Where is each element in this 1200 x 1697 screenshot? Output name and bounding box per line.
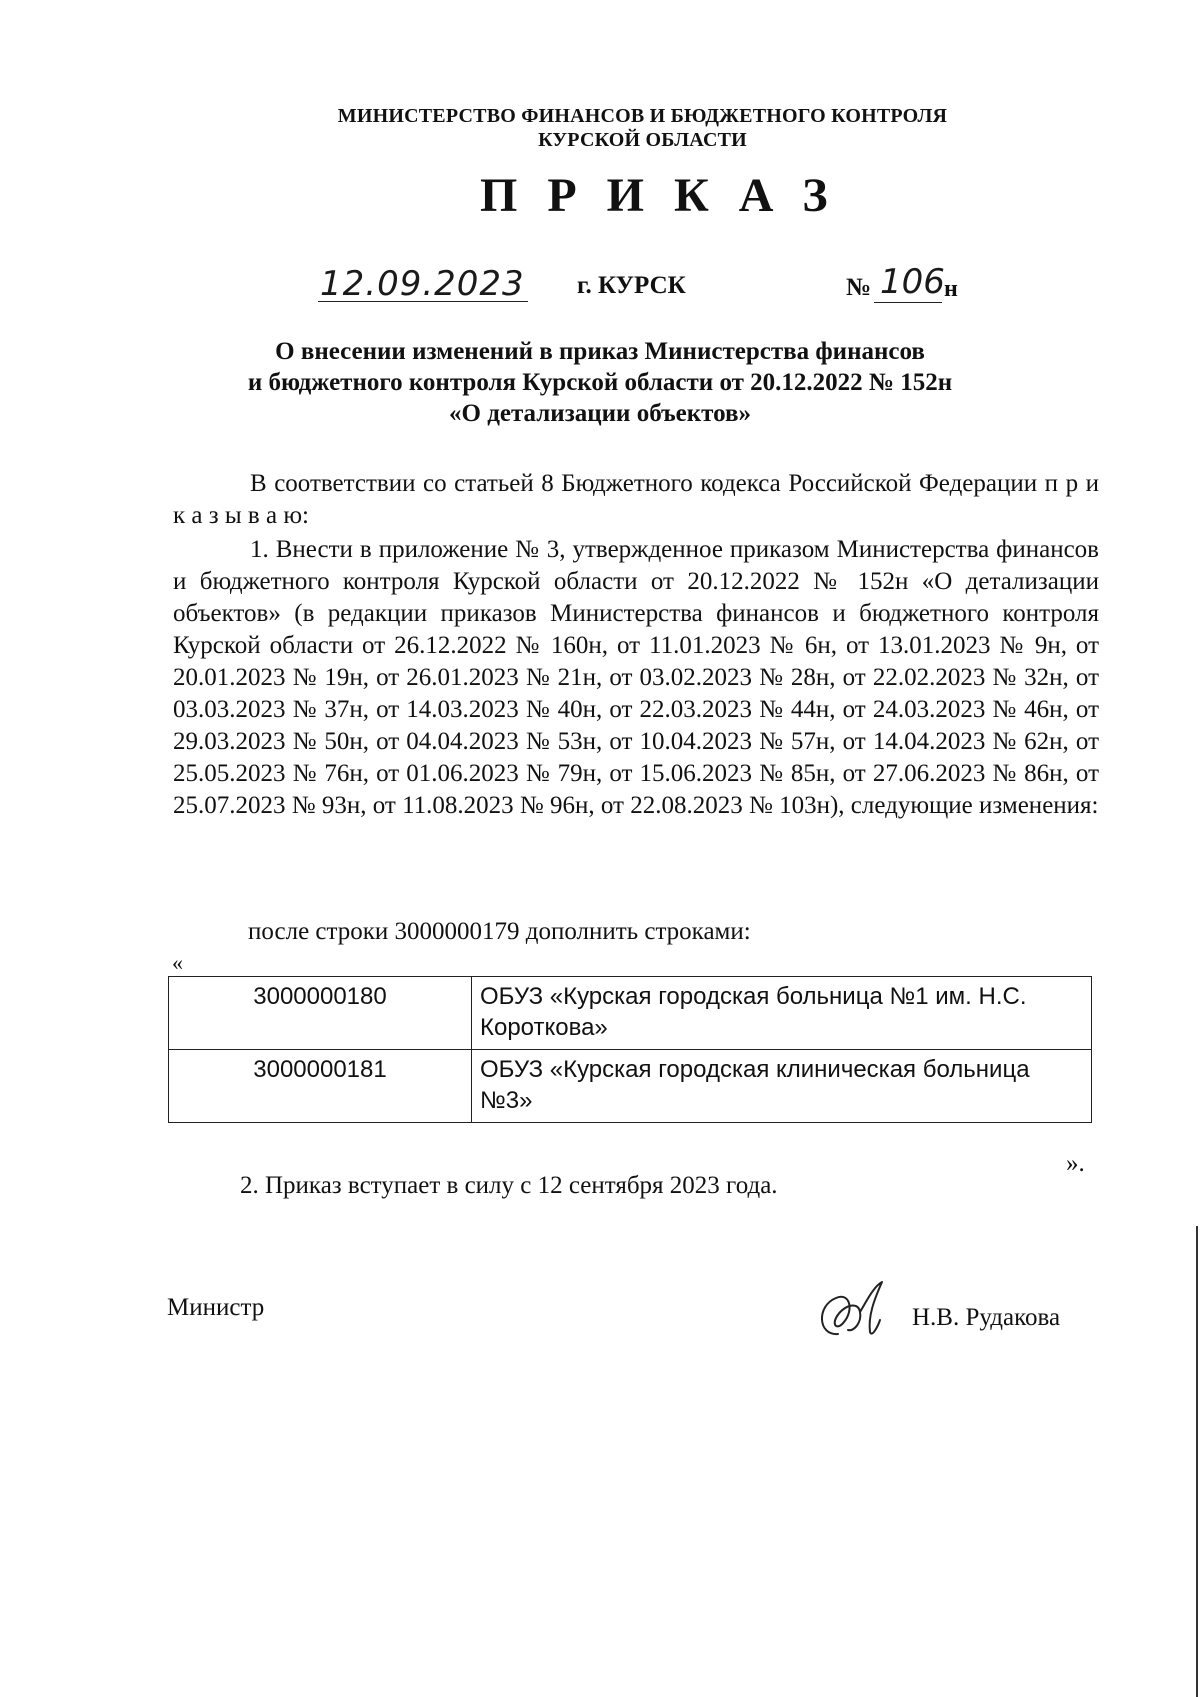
handwritten-signature: [808, 1276, 898, 1346]
after-row-text: после строки 3000000179 дополнить строками:: [248, 918, 751, 945]
close-quote: ».: [1066, 1150, 1085, 1177]
order-number-label: №: [846, 274, 872, 301]
order-number-suffix: н: [944, 276, 958, 302]
table-cell-code: 3000000180: [169, 977, 472, 1050]
inserted-rows-table: [168, 976, 1092, 1123]
subject-line1: О внесении изменений в приказ Министерства финансов: [275, 338, 925, 365]
signatory-name: Н.В. Рудакова: [912, 1304, 1061, 1331]
item1-paragraph: 1. Внести в приложение № 3, утвержденное приказом Министерства финансов и бюджетного контроля Курской области от 20.12.2022 № 152н «О детализации объектов» (в редакции приказов Министерства финансов и бюджетного контроля Курской области от 26.12.2022 № 160н, от 11.01.2023 № 6н, от 13.01.2023 № 9н, от 20.01.2023 № 19н, от 26.01.2023 № 21н, от 03.02.2023 № 28н, от 22.02.2023 № 32н, от 03.03.2023 № 37н, от 14.03.2023 № 40н, от 22.03.2023 № 44н, от 24.03.2023 № 46н, от 29.03.2023 № 50н, от 04.04.2023 № 53н, от 10.04.2023 № 57н, от 14.04.2023 № 62н, от 25.05.2023 № 76н, от 01.06.2023 № 79н, от 15.06.2023 № 85н, от 27.06.2023 № 86н, от 25.07.2023 № 93н, от 11.08.2023 № 96н, от 22.08.2023 № 103н), следующие изменения:: [173, 536, 1099, 819]
order-city: г. КУРСК: [577, 272, 686, 299]
scan-edge-line: [1196, 1226, 1198, 1697]
signatory-position: Министр: [167, 1294, 265, 1321]
date-underline: [318, 301, 528, 302]
document-type-title: ПРИКАЗ: [480, 169, 858, 222]
table-row: [169, 977, 1092, 1050]
subject-line2: и бюджетного контроля Курской области от 20.12.2022 № 152н: [247, 369, 953, 396]
order-date: 12.09.2023: [320, 264, 525, 304]
table-row: [169, 1050, 1092, 1123]
preamble-paragraph: В соответствии со статьей 8 Бюджетного кодекса Российской Федерации п р и к а з ы в а ю:: [173, 470, 1099, 529]
number-underline: [874, 302, 942, 303]
ministry-line1: МИНИСТЕРСТВО ФИНАНСОВ И БЮДЖЕТНОГО КОНТРОЛЯ: [337, 105, 948, 127]
order-number: 106: [880, 262, 945, 302]
table-cell-code: 3000000181: [169, 1050, 472, 1123]
subject-line3: «О детализации объектов»: [449, 400, 751, 427]
order-subject: [0, 336, 1200, 429]
ministry-header: [0, 104, 1200, 152]
ministry-line2: КУРСКОЙ ОБЛАСТИ: [538, 129, 747, 151]
open-quote: «: [172, 950, 183, 975]
item2-paragraph: 2. Приказ вступает в силу с 12 сентября 2023 года.: [240, 1172, 778, 1199]
table-cell-name: ОБУЗ «Курская городская клиническая больница №3»: [472, 1050, 1092, 1123]
table-cell-name: ОБУЗ «Курская городская больница №1 им. Н.С. Короткова»: [472, 977, 1092, 1050]
